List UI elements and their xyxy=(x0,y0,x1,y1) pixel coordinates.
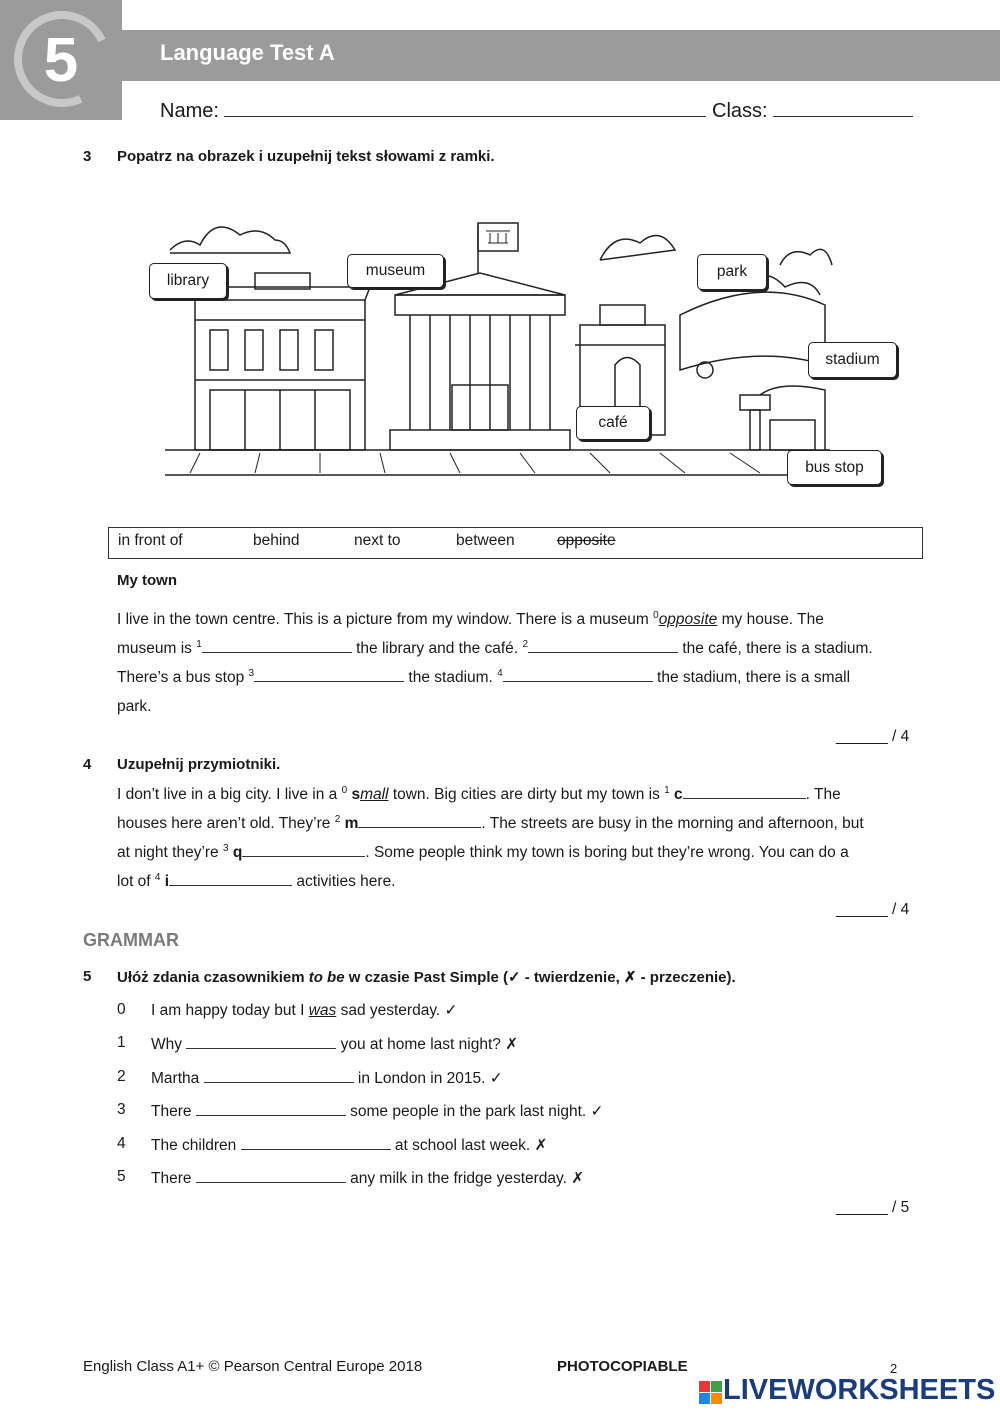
page-title: Language Test A xyxy=(160,40,335,65)
ex4-line-3: at night they’re $^3$ q . Some people think my town is boring but they’re wrong. You can do a xyxy=(117,843,849,861)
sentence-3: There some people in the park last night. ✓ xyxy=(151,1103,604,1120)
label-bus-stop: bus stop xyxy=(787,450,882,485)
class-input-line[interactable] xyxy=(773,116,913,117)
name-input-line[interactable] xyxy=(224,116,706,117)
cloud-right xyxy=(780,249,832,265)
word-box-item-used: opposite xyxy=(557,532,616,549)
page-number: 2 xyxy=(890,1361,898,1376)
ex3-line-4: park. xyxy=(117,698,152,715)
example-answer: was xyxy=(308,1002,337,1019)
word-box-item: in front of xyxy=(118,532,183,549)
grammar-heading: GRAMMAR xyxy=(83,930,179,950)
verb-blank-4[interactable] xyxy=(241,1135,391,1150)
sentence-number: 1 xyxy=(117,1034,126,1051)
answer-blank-1[interactable] xyxy=(202,638,352,653)
stadium-structure xyxy=(680,292,825,370)
answer-blank-4[interactable] xyxy=(503,667,653,682)
word-box xyxy=(108,527,923,559)
exercise-5-number: 5 xyxy=(83,968,92,985)
sentence-5: There any milk in the fridge yesterday. ✗ xyxy=(151,1170,585,1187)
cloud-left xyxy=(170,227,290,253)
class-label: Class: xyxy=(712,100,768,122)
label-cafe: café xyxy=(576,406,650,440)
verb-blank-3[interactable] xyxy=(196,1101,346,1116)
sentence-4: The children at school last week. ✗ xyxy=(151,1137,548,1154)
sentence-number: 5 xyxy=(117,1168,126,1185)
word-box-item: next to xyxy=(354,532,401,549)
ex4-line-4: lot of $^4$ i activities here. xyxy=(117,872,396,890)
liveworksheets-logo-icon xyxy=(699,1381,723,1405)
ex3-line-3: There’s a bus stop $^3$ the stadium. $^4$ the stadium, there is a small xyxy=(117,668,851,686)
answer-blank-2[interactable] xyxy=(528,638,678,653)
town-picture xyxy=(160,195,840,495)
label-park: park xyxy=(697,254,767,290)
adjective-blank-2[interactable] xyxy=(358,813,481,828)
ex4-line-1: I don’t live in a big city. I live in a $^0$ small town. Big cities are dirty but my town is $^1$ c . The xyxy=(117,785,841,803)
label-museum: museum xyxy=(347,254,444,288)
sentence-number: 2 xyxy=(117,1068,126,1085)
exercise-3-number: 3 xyxy=(83,148,92,165)
sentence-number: 3 xyxy=(117,1101,126,1118)
exercise-5-score: ______ / 5 xyxy=(836,1199,910,1216)
verb-blank-5[interactable] xyxy=(196,1168,346,1183)
word-box-item: behind xyxy=(253,532,300,549)
sentence-2: Martha in London in 2015. ✓ xyxy=(151,1070,503,1087)
example-answer: mall xyxy=(360,786,389,803)
class-field-row xyxy=(712,100,913,123)
adjective-blank-1[interactable] xyxy=(683,784,806,799)
exercise-4-number: 4 xyxy=(83,756,92,773)
text-subtitle: My town xyxy=(117,572,177,589)
ex3-line-2: museum is $^1$ the library and the café. $^2$ the café, there is a stadium. xyxy=(117,639,873,657)
exercise-5-instruction: Ułóż zdania czasownikiem to be w czasie Past Simple (✓ - twierdzenie, ✗ - przeczenie). xyxy=(117,969,736,986)
name-label: Name: xyxy=(160,100,219,122)
unit-number: 5 xyxy=(43,26,79,95)
sentence-number: 0 xyxy=(117,1001,126,1018)
label-stadium: stadium xyxy=(808,342,897,378)
ex4-line-2: houses here aren’t old. They’re $^2$ m . The streets are busy in the morning and afternoon, but xyxy=(117,814,864,832)
liveworksheets-brand[interactable]: LIVEWORKSHEETS xyxy=(723,1374,996,1406)
verb-blank-1[interactable] xyxy=(186,1034,336,1049)
cloud-middle xyxy=(600,235,675,260)
exercise-3-instruction: Popatrz na obrazek i uzupełnij tekst słowami z ramki. xyxy=(117,148,495,165)
verb-blank-2[interactable] xyxy=(204,1068,354,1083)
footer-copyright: English Class A1+ © Pearson Central Europe 2018 xyxy=(83,1358,423,1375)
footer-photocopiable: PHOTOCOPIABLE xyxy=(557,1358,688,1375)
exercise-3-score: ______ / 4 xyxy=(836,728,910,745)
sentence-number: 4 xyxy=(117,1135,126,1152)
answer-blank-3[interactable] xyxy=(254,667,404,682)
exercise-4-score: ______ / 4 xyxy=(836,901,910,918)
sentence-0: I am happy today but I was sad yesterday. ✓ xyxy=(151,1002,458,1019)
ex3-line-1: I live in the town centre. This is a picture from my window. There is a museum $^0$opposite my house. The xyxy=(117,610,824,628)
exercise-4-instruction: Uzupełnij przymiotniki. xyxy=(117,756,281,773)
adjective-blank-4[interactable] xyxy=(169,871,292,886)
name-field-row xyxy=(160,100,706,123)
sentence-1: Why you at home last night? ✗ xyxy=(151,1036,519,1053)
example-answer: opposite xyxy=(658,611,718,628)
word-box-item: between xyxy=(456,532,515,549)
label-library: library xyxy=(149,263,227,299)
adjective-blank-3[interactable] xyxy=(242,842,365,857)
